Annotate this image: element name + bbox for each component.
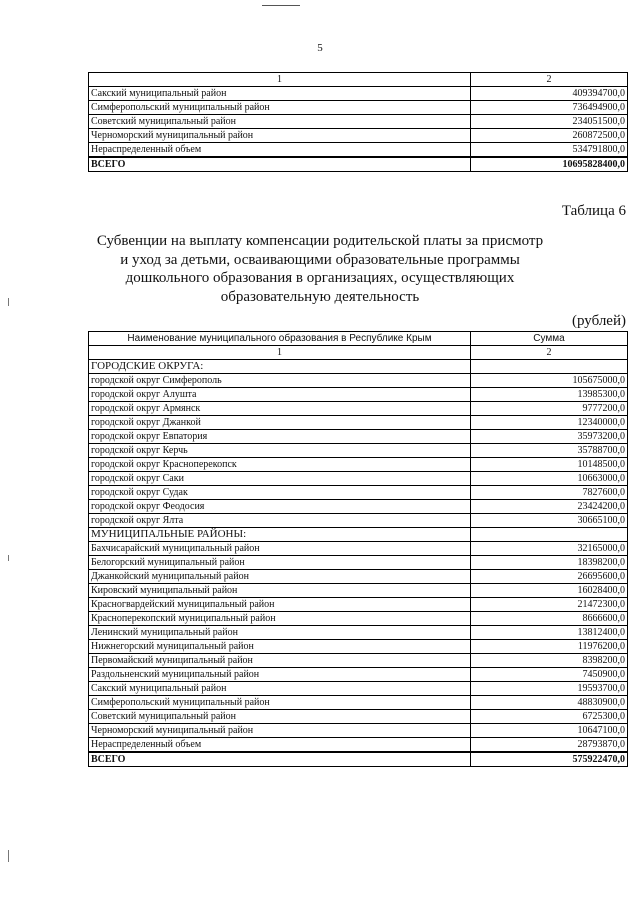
row-amount (471, 528, 628, 542)
row-amount: 13812400,0 (471, 626, 628, 640)
row-label: Нераспределенный объем (89, 738, 471, 753)
row-amount: 575922470,0 (471, 752, 628, 767)
units-label: (рублей) (571, 313, 626, 329)
total-row (89, 752, 628, 767)
table1-body (89, 73, 628, 172)
row-amount: 12340000,0 (471, 416, 628, 430)
row-label: Черноморский муниципальный район (89, 724, 471, 738)
table-label: Таблица 6 (561, 203, 626, 219)
row-amount: 48830900,0 (471, 696, 628, 710)
row-label: ВСЕГО (89, 157, 471, 172)
table-row (89, 654, 628, 668)
row-amount: 32165000,0 (471, 542, 628, 556)
row-amount: 23424200,0 (471, 500, 628, 514)
page-number: 5 (317, 42, 323, 54)
table-row (89, 738, 628, 753)
row-amount: 10647100,0 (471, 724, 628, 738)
table-row (89, 388, 628, 402)
scan-margin-mark (8, 555, 9, 561)
row-amount: 7827600,0 (471, 486, 628, 500)
subsidy-table-continued (88, 72, 628, 172)
row-label: Черноморский муниципальный район (89, 129, 471, 143)
row-label: Джанкойский муниципальный район (89, 570, 471, 584)
table-row (89, 696, 628, 710)
row-amount: 26695600,0 (471, 570, 628, 584)
row-label: Кировский муниципальный район (89, 584, 471, 598)
table-row (89, 472, 628, 486)
table-row (89, 374, 628, 388)
row-label: Первомайский муниципальный район (89, 654, 471, 668)
table-row (89, 570, 628, 584)
table-row (89, 598, 628, 612)
scan-margin-mark (8, 298, 9, 306)
column-number: 2 (471, 346, 628, 360)
table-row (89, 626, 628, 640)
column-header-row (89, 332, 628, 346)
table2-body (89, 332, 628, 767)
row-label: Сакский муниципальный район (89, 87, 471, 101)
row-amount: 8398200,0 (471, 654, 628, 668)
section-title: МУНИЦИПАЛЬНЫЕ РАЙОНЫ: (89, 528, 471, 542)
row-label: городской округ Евпатория (89, 430, 471, 444)
row-label: Симферопольский муниципальный район (89, 696, 471, 710)
row-amount: 21472300,0 (471, 598, 628, 612)
row-label: Бахчисарайский муниципальный район (89, 542, 471, 556)
row-amount: 9777200,0 (471, 402, 628, 416)
row-label: Раздольненский муниципальный район (89, 668, 471, 682)
row-amount: 6725300,0 (471, 710, 628, 724)
total-row (89, 157, 628, 172)
row-label: Ленинский муниципальный район (89, 626, 471, 640)
row-label: Красноперекопский муниципальный район (89, 612, 471, 626)
table-row (89, 101, 628, 115)
table-row (89, 444, 628, 458)
row-amount: 35788700,0 (471, 444, 628, 458)
table-row (89, 710, 628, 724)
table-row (89, 500, 628, 514)
row-label: Сакский муниципальный район (89, 682, 471, 696)
table-row (89, 612, 628, 626)
row-amount: 10695828400,0 (471, 157, 628, 172)
row-amount: 234051500,0 (471, 115, 628, 129)
table-row (89, 115, 628, 129)
table-row (89, 402, 628, 416)
table-row (89, 584, 628, 598)
table-row (89, 143, 628, 158)
section-row (89, 528, 628, 542)
column-number: 1 (89, 346, 471, 360)
row-amount: 13985300,0 (471, 388, 628, 402)
row-amount: 534791800,0 (471, 143, 628, 158)
row-label: Белогорский муниципальный район (89, 556, 471, 570)
row-label: городской округ Джанкой (89, 416, 471, 430)
row-label: городской округ Ялта (89, 514, 471, 528)
row-amount: 736494900,0 (471, 101, 628, 115)
row-label: городской округ Армянск (89, 402, 471, 416)
row-amount: 35973200,0 (471, 430, 628, 444)
table-row (89, 416, 628, 430)
row-label: городской округ Красноперекопск (89, 458, 471, 472)
scan-mark-line (262, 5, 300, 6)
row-label: Нераспределенный объем (89, 143, 471, 158)
row-amount (471, 360, 628, 374)
row-amount: 19593700,0 (471, 682, 628, 696)
table-row (89, 682, 628, 696)
row-label: Красногвардейский муниципальный район (89, 598, 471, 612)
row-amount: 7450900,0 (471, 668, 628, 682)
row-label: Симферопольский муниципальный район (89, 101, 471, 115)
row-label: городской округ Симферополь (89, 374, 471, 388)
section-title: ГОРОДСКИЕ ОКРУГА: (89, 360, 471, 374)
section-row (89, 360, 628, 374)
parental-fee-compensation-table (88, 331, 628, 767)
row-label: городской округ Судак (89, 486, 471, 500)
row-amount: 409394700,0 (471, 87, 628, 101)
row-label: городской округ Алушта (89, 388, 471, 402)
row-amount: 8666600,0 (471, 612, 628, 626)
table-row (89, 668, 628, 682)
row-amount: 10148500,0 (471, 458, 628, 472)
row-label: городской округ Саки (89, 472, 471, 486)
row-amount: 11976200,0 (471, 640, 628, 654)
row-label: Советский муниципальный район (89, 710, 471, 724)
row-label: Нижнегорский муниципальный район (89, 640, 471, 654)
column-number-row (89, 73, 628, 87)
row-amount: 28793870,0 (471, 738, 628, 753)
column-number-row (89, 346, 628, 360)
table-row (89, 640, 628, 654)
table-caption: Субвенции на выплату компенсации родительской платы за присмотр и уход за детьми, осваивающими образовательные программы дошкольного образования в организациях, осуществляющих образовательную деятельность (96, 233, 544, 305)
table-row (89, 514, 628, 528)
table-row (89, 542, 628, 556)
table-row (89, 430, 628, 444)
column-header-amount: Сумма (471, 332, 628, 346)
row-label: Советский муниципальный район (89, 115, 471, 129)
row-amount: 260872500,0 (471, 129, 628, 143)
row-amount: 18398200,0 (471, 556, 628, 570)
table-row (89, 724, 628, 738)
column-number: 2 (471, 73, 628, 87)
scan-margin-mark (8, 850, 9, 862)
row-label: ВСЕГО (89, 752, 471, 767)
table-row (89, 87, 628, 101)
row-amount: 30665100,0 (471, 514, 628, 528)
row-amount: 10663000,0 (471, 472, 628, 486)
table-row (89, 458, 628, 472)
table-row (89, 486, 628, 500)
table-row (89, 556, 628, 570)
row-label: городской округ Феодосия (89, 500, 471, 514)
row-amount: 105675000,0 (471, 374, 628, 388)
column-number: 1 (89, 73, 471, 87)
row-amount: 16028400,0 (471, 584, 628, 598)
column-header-municipality: Наименование муниципального образования в Республике Крым (89, 332, 471, 346)
table-row (89, 129, 628, 143)
row-label: городской округ Керчь (89, 444, 471, 458)
